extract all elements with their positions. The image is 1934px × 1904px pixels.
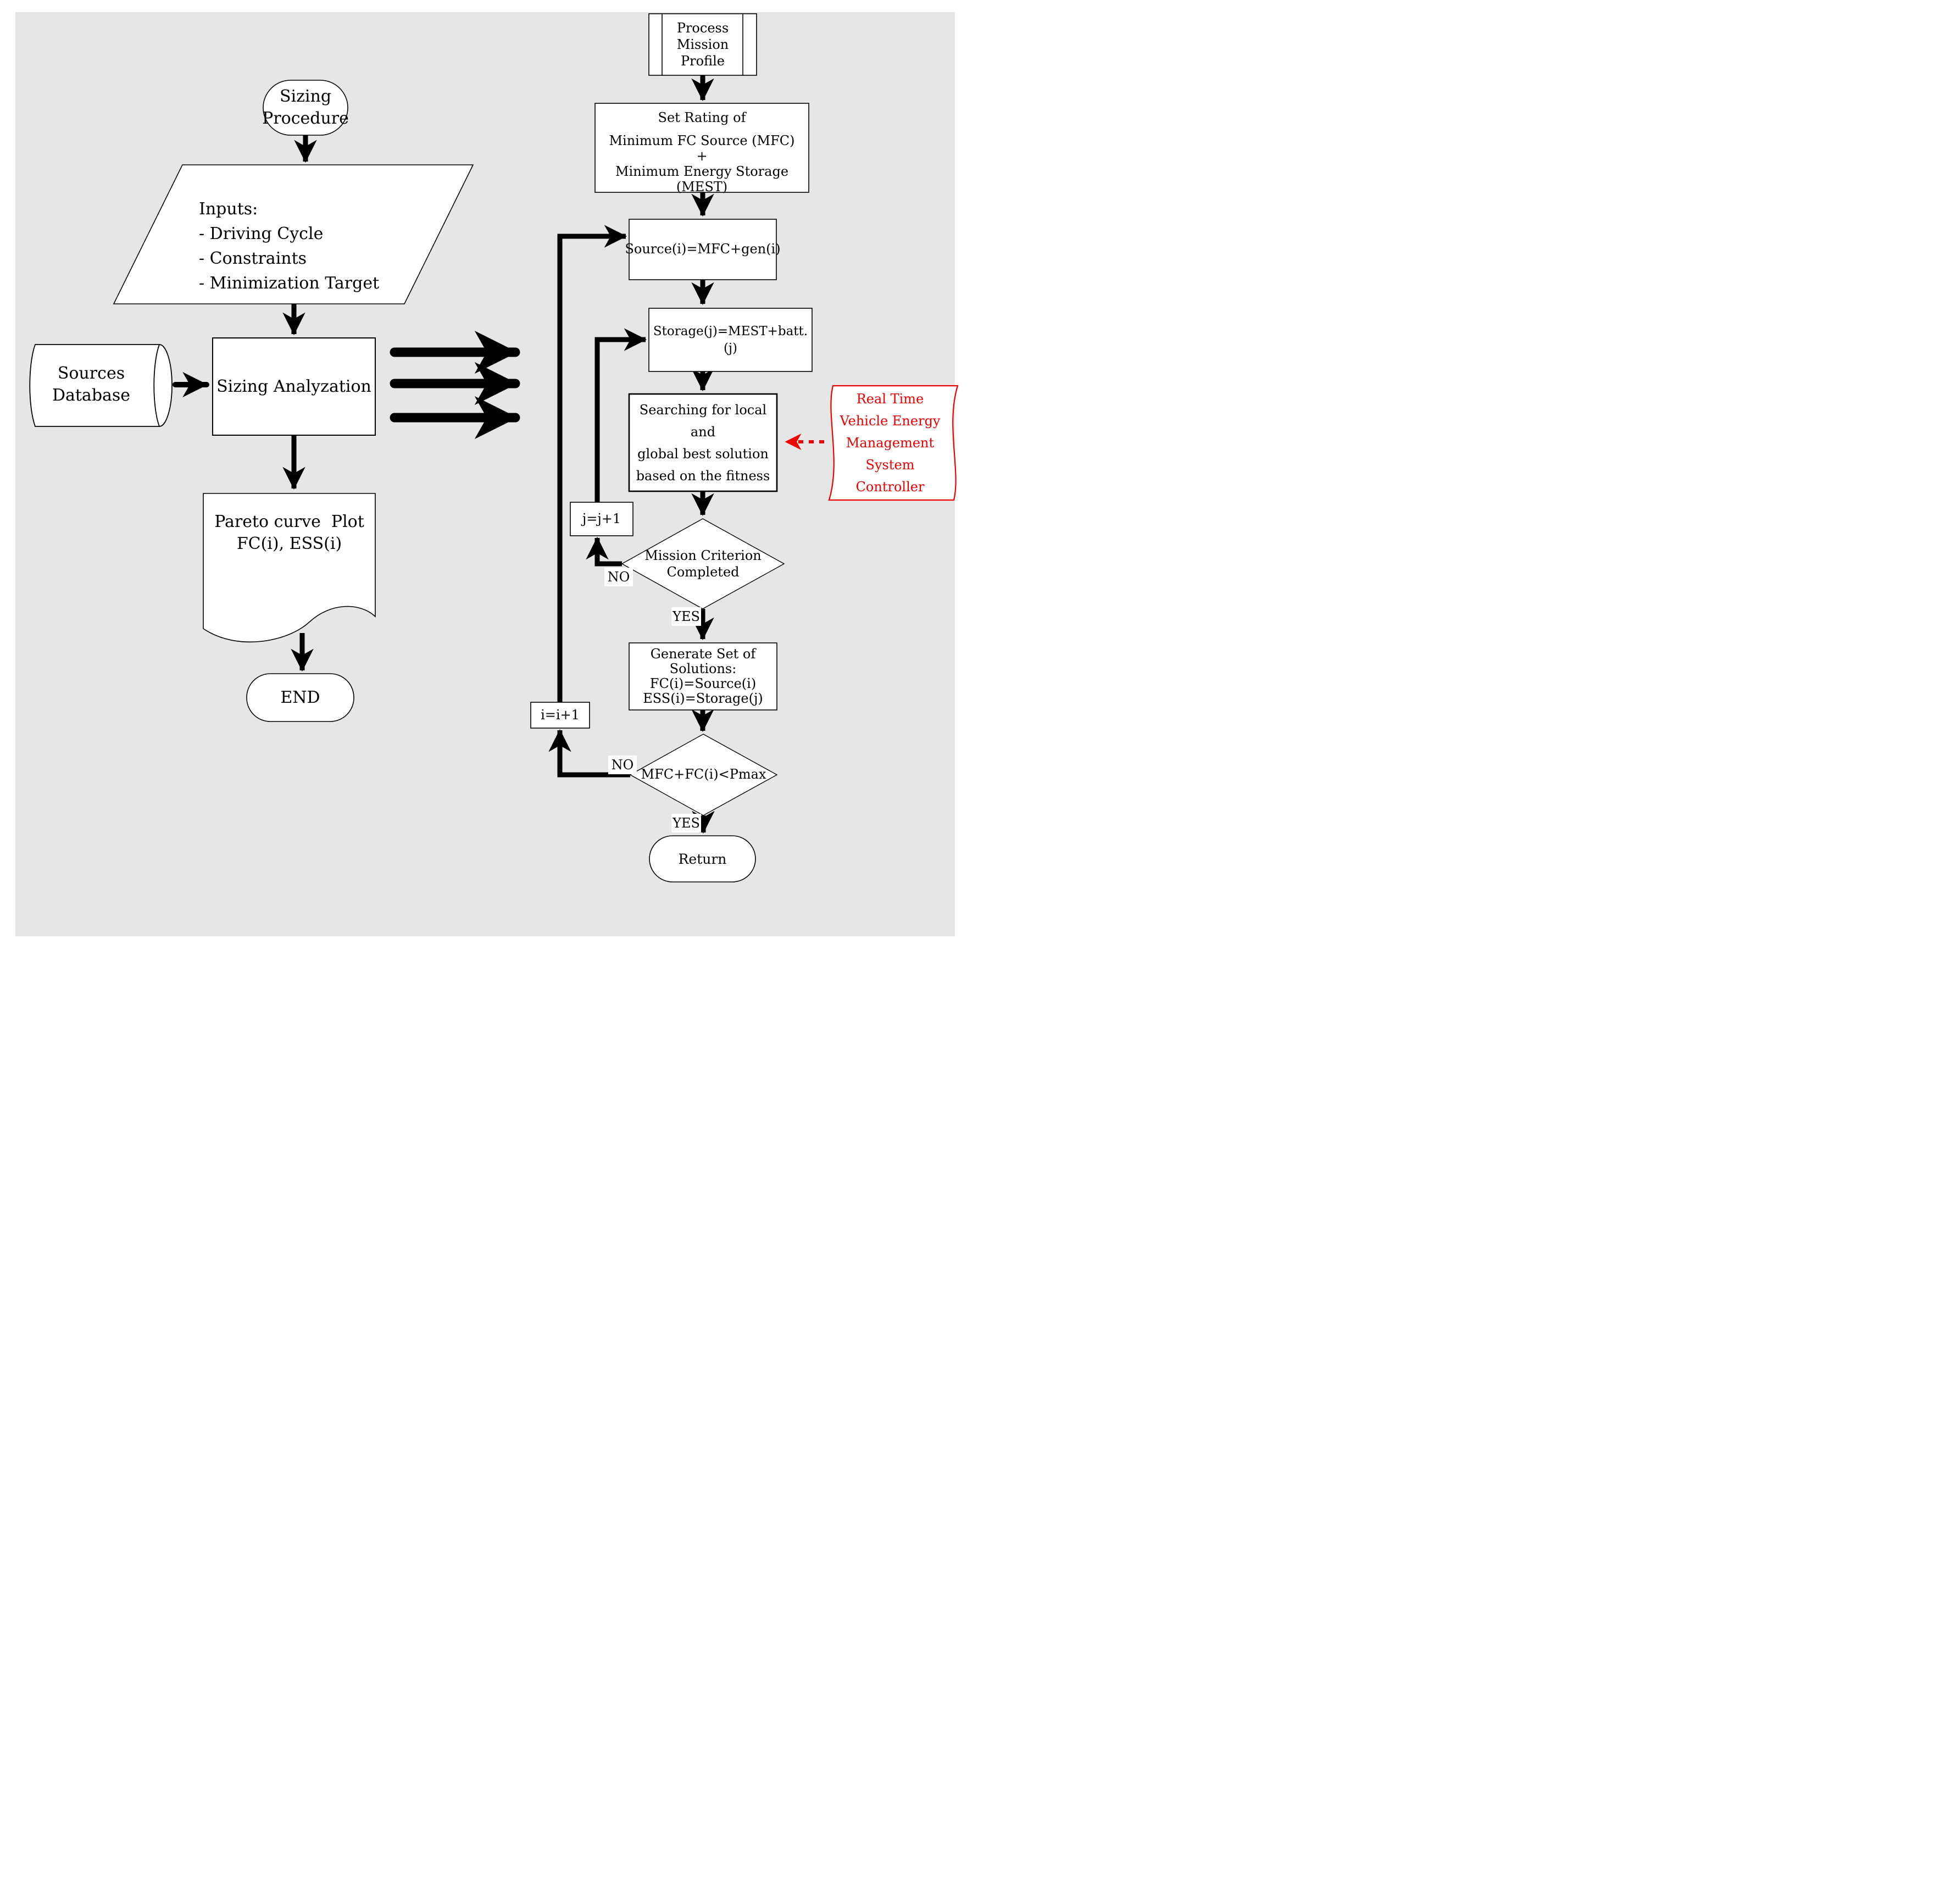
flowchart-canvas (0, 0, 967, 952)
controller-line-4: System (865, 457, 915, 473)
set-rating-line-4: Minimum Energy Storage (MEST) (615, 163, 793, 195)
process-line-1: Sizing Analyzation (216, 376, 371, 396)
storage-node-label (649, 308, 812, 371)
set-rating-line-3: + (696, 148, 708, 164)
controller-line-1: Real Time (856, 391, 924, 407)
database-node-label (20, 357, 163, 412)
controller-line-3: Management (846, 435, 935, 451)
power-check-no-label (608, 756, 637, 774)
mission-profile-line-3: Profile (681, 53, 725, 69)
start-line-2: Procedure (262, 109, 349, 128)
controller-node-label (825, 386, 955, 500)
j-increment-line-1: j=j+1 (582, 510, 621, 526)
document-line-1: Pareto curve Plot (214, 512, 364, 531)
controller-line-2: Vehicle Energy (840, 413, 941, 429)
search-line-1: Searching for local and (639, 402, 771, 440)
j-increment-node-label (570, 502, 633, 536)
power-check-yes-label (671, 814, 701, 832)
mission-check-line-2: Completed (666, 564, 740, 580)
power-check-line-1: MFC+FC(i)<Pmax (641, 767, 766, 782)
document-node-label (203, 508, 375, 558)
database-line-1: Sources (57, 364, 125, 383)
start-line-1: Sizing (279, 87, 332, 107)
source-node-label (625, 219, 781, 280)
generate-line-1: Generate Set of (650, 646, 756, 662)
search-line-2: global best solution (637, 446, 769, 462)
mission-check-line-1: Mission Criterion (644, 548, 762, 563)
set-rating-line-1: Set Rating of (658, 110, 746, 126)
start-node-label (263, 80, 348, 135)
end-line-1: END (280, 687, 320, 707)
document-line-2: FC(i), ESS(i) (236, 534, 342, 553)
generate-line-2: Solutions: (669, 661, 737, 676)
generate-node-label (629, 643, 777, 710)
set-rating-line-2: Minimum FC Source (MFC) (609, 132, 795, 148)
yes2-text: YES (673, 815, 700, 831)
return-node-label (649, 836, 755, 882)
inputs-node-label (199, 197, 386, 296)
search-node-label (629, 394, 777, 491)
mission-profile-line-1: Process (676, 20, 729, 36)
process-node-label (213, 338, 375, 435)
database-line-2: Database (52, 386, 131, 405)
generate-line-4: ESS(i)=Storage(j) (643, 691, 763, 706)
inputs-line-4: - Minimization Target (199, 274, 380, 293)
search-line-3: based on the fitness (636, 468, 770, 484)
inputs-line-2: - Driving Cycle (199, 224, 324, 243)
mission-check-node-label (622, 541, 784, 587)
generate-line-3: FC(i)=Source(i) (649, 676, 757, 691)
yes1-text: YES (673, 609, 700, 624)
source-line-1: Source(i)=MFC+gen(i) (625, 241, 781, 257)
end-node-label (247, 674, 354, 721)
no1-text: NO (607, 569, 630, 585)
flowchart-drawing (0, 0, 967, 952)
mission-check-yes-label (671, 607, 701, 626)
set-rating-body (595, 132, 809, 195)
set-rating-title (595, 110, 809, 126)
no2-text: NO (611, 757, 634, 773)
return-line-1: Return (678, 851, 727, 867)
inputs-line-3: - Constraints (199, 249, 307, 268)
panel-background (15, 12, 955, 936)
mission-profile-line-2: Mission (676, 37, 729, 52)
mission-check-no-label (604, 568, 633, 586)
inputs-line-1: Inputs: (199, 199, 258, 219)
storage-line-1: Storage(j)=MEST+batt.(j) (653, 324, 808, 356)
i-increment-node-label (531, 702, 590, 728)
mission-profile-node-label (649, 14, 757, 75)
power-check-node-label (630, 758, 777, 791)
controller-line-5: Controller (855, 479, 925, 495)
i-increment-line-1: i=i+1 (541, 707, 580, 723)
